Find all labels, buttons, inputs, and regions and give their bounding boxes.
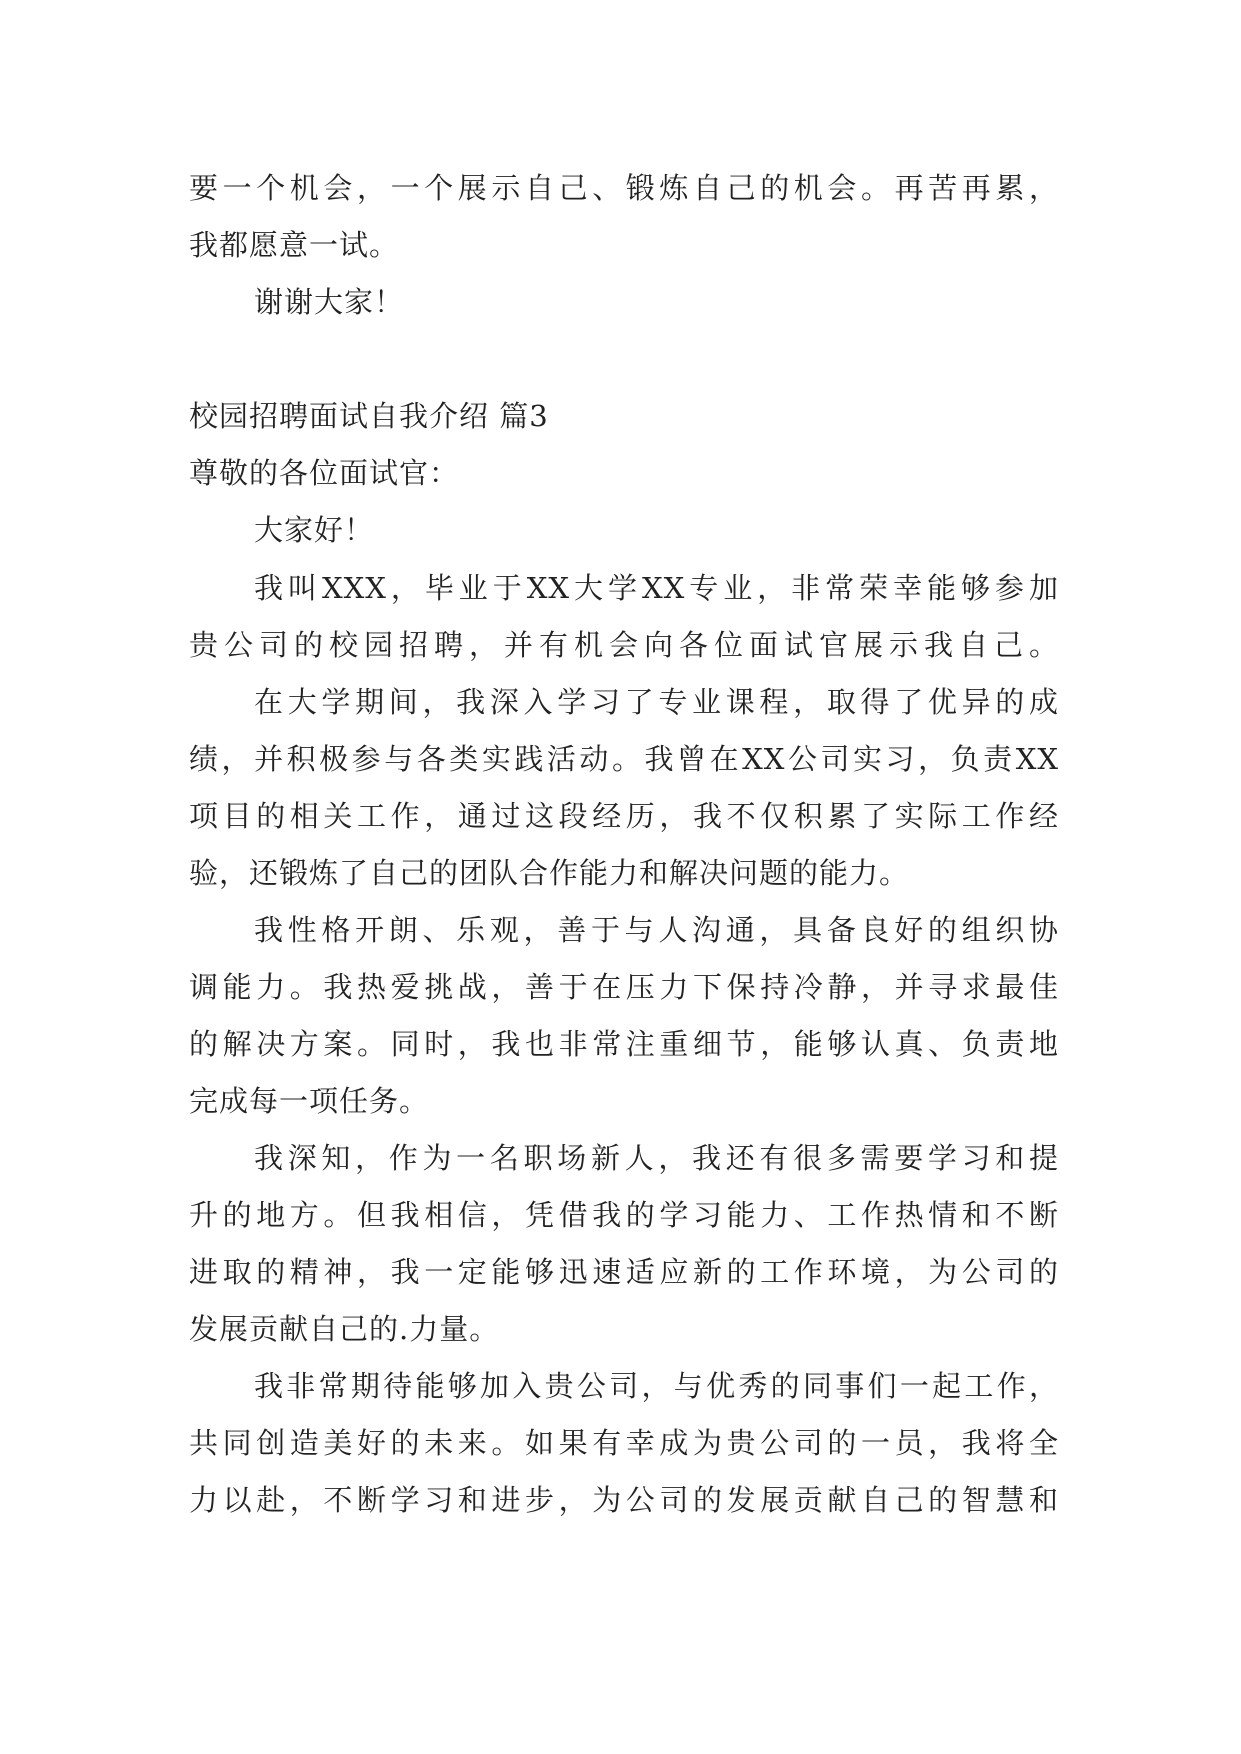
paragraph-line: 的解决方案。同时，我也非常注重细节，能够认真、负责地 (189, 1027, 1059, 1061)
closing-thanks: 谢谢大家！ (254, 285, 405, 319)
paragraph-line: 我叫XXX，毕业于XX大学XX专业，非常荣幸能够参加 (254, 571, 1059, 605)
paragraph-line: 升的地方。但我相信，凭借我的学习能力、工作热情和不断 (189, 1198, 1059, 1232)
paragraph-line: 在大学期间，我深入学习了专业课程，取得了优异的成 (254, 685, 1059, 719)
paragraph-line: 我性格开朗、乐观，善于与人沟通，具备良好的组织协 (254, 913, 1059, 947)
greeting: 大家好！ (254, 513, 375, 547)
section-heading: 校园招聘面试自我介绍 篇3 (189, 399, 549, 433)
paragraph-line: 共同创造美好的未来。如果有幸成为贵公司的一员，我将全 (189, 1426, 1059, 1460)
paragraph-line: 贵公司的校园招聘，并有机会向各位面试官展示我自己。 (189, 628, 1059, 662)
paragraph-line: 验，还锻炼了自己的团队合作能力和解决问题的能力。 (189, 856, 910, 890)
salutation: 尊敬的各位面试官： (189, 456, 460, 490)
paragraph-line: 发展贡献自己的.力量。 (189, 1312, 500, 1346)
paragraph-line: 力以赴，不断学习和进步，为公司的发展贡献自己的智慧和 (189, 1483, 1059, 1517)
paragraph-line: 项目的相关工作，通过这段经历，我不仅积累了实际工作经 (189, 799, 1059, 833)
paragraph-line: 要一个机会，一个展示自己、锻炼自己的机会。再苦再累， (189, 171, 1059, 205)
paragraph-line: 我都愿意一试。 (189, 228, 400, 262)
paragraph-line: 进取的精神，我一定能够迅速适应新的工作环境，为公司的 (189, 1255, 1059, 1289)
paragraph-line: 调能力。我热爱挑战，善于在压力下保持冷静，并寻求最佳 (189, 970, 1059, 1004)
paragraph-line: 完成每一项任务。 (189, 1084, 430, 1118)
paragraph-line: 我非常期待能够加入贵公司，与优秀的同事们一起工作， (254, 1369, 1059, 1403)
paragraph-line: 我深知，作为一名职场新人，我还有很多需要学习和提 (254, 1141, 1059, 1175)
paragraph-line: 绩，并积极参与各类实践活动。我曾在XX公司实习，负责XX (189, 742, 1059, 776)
